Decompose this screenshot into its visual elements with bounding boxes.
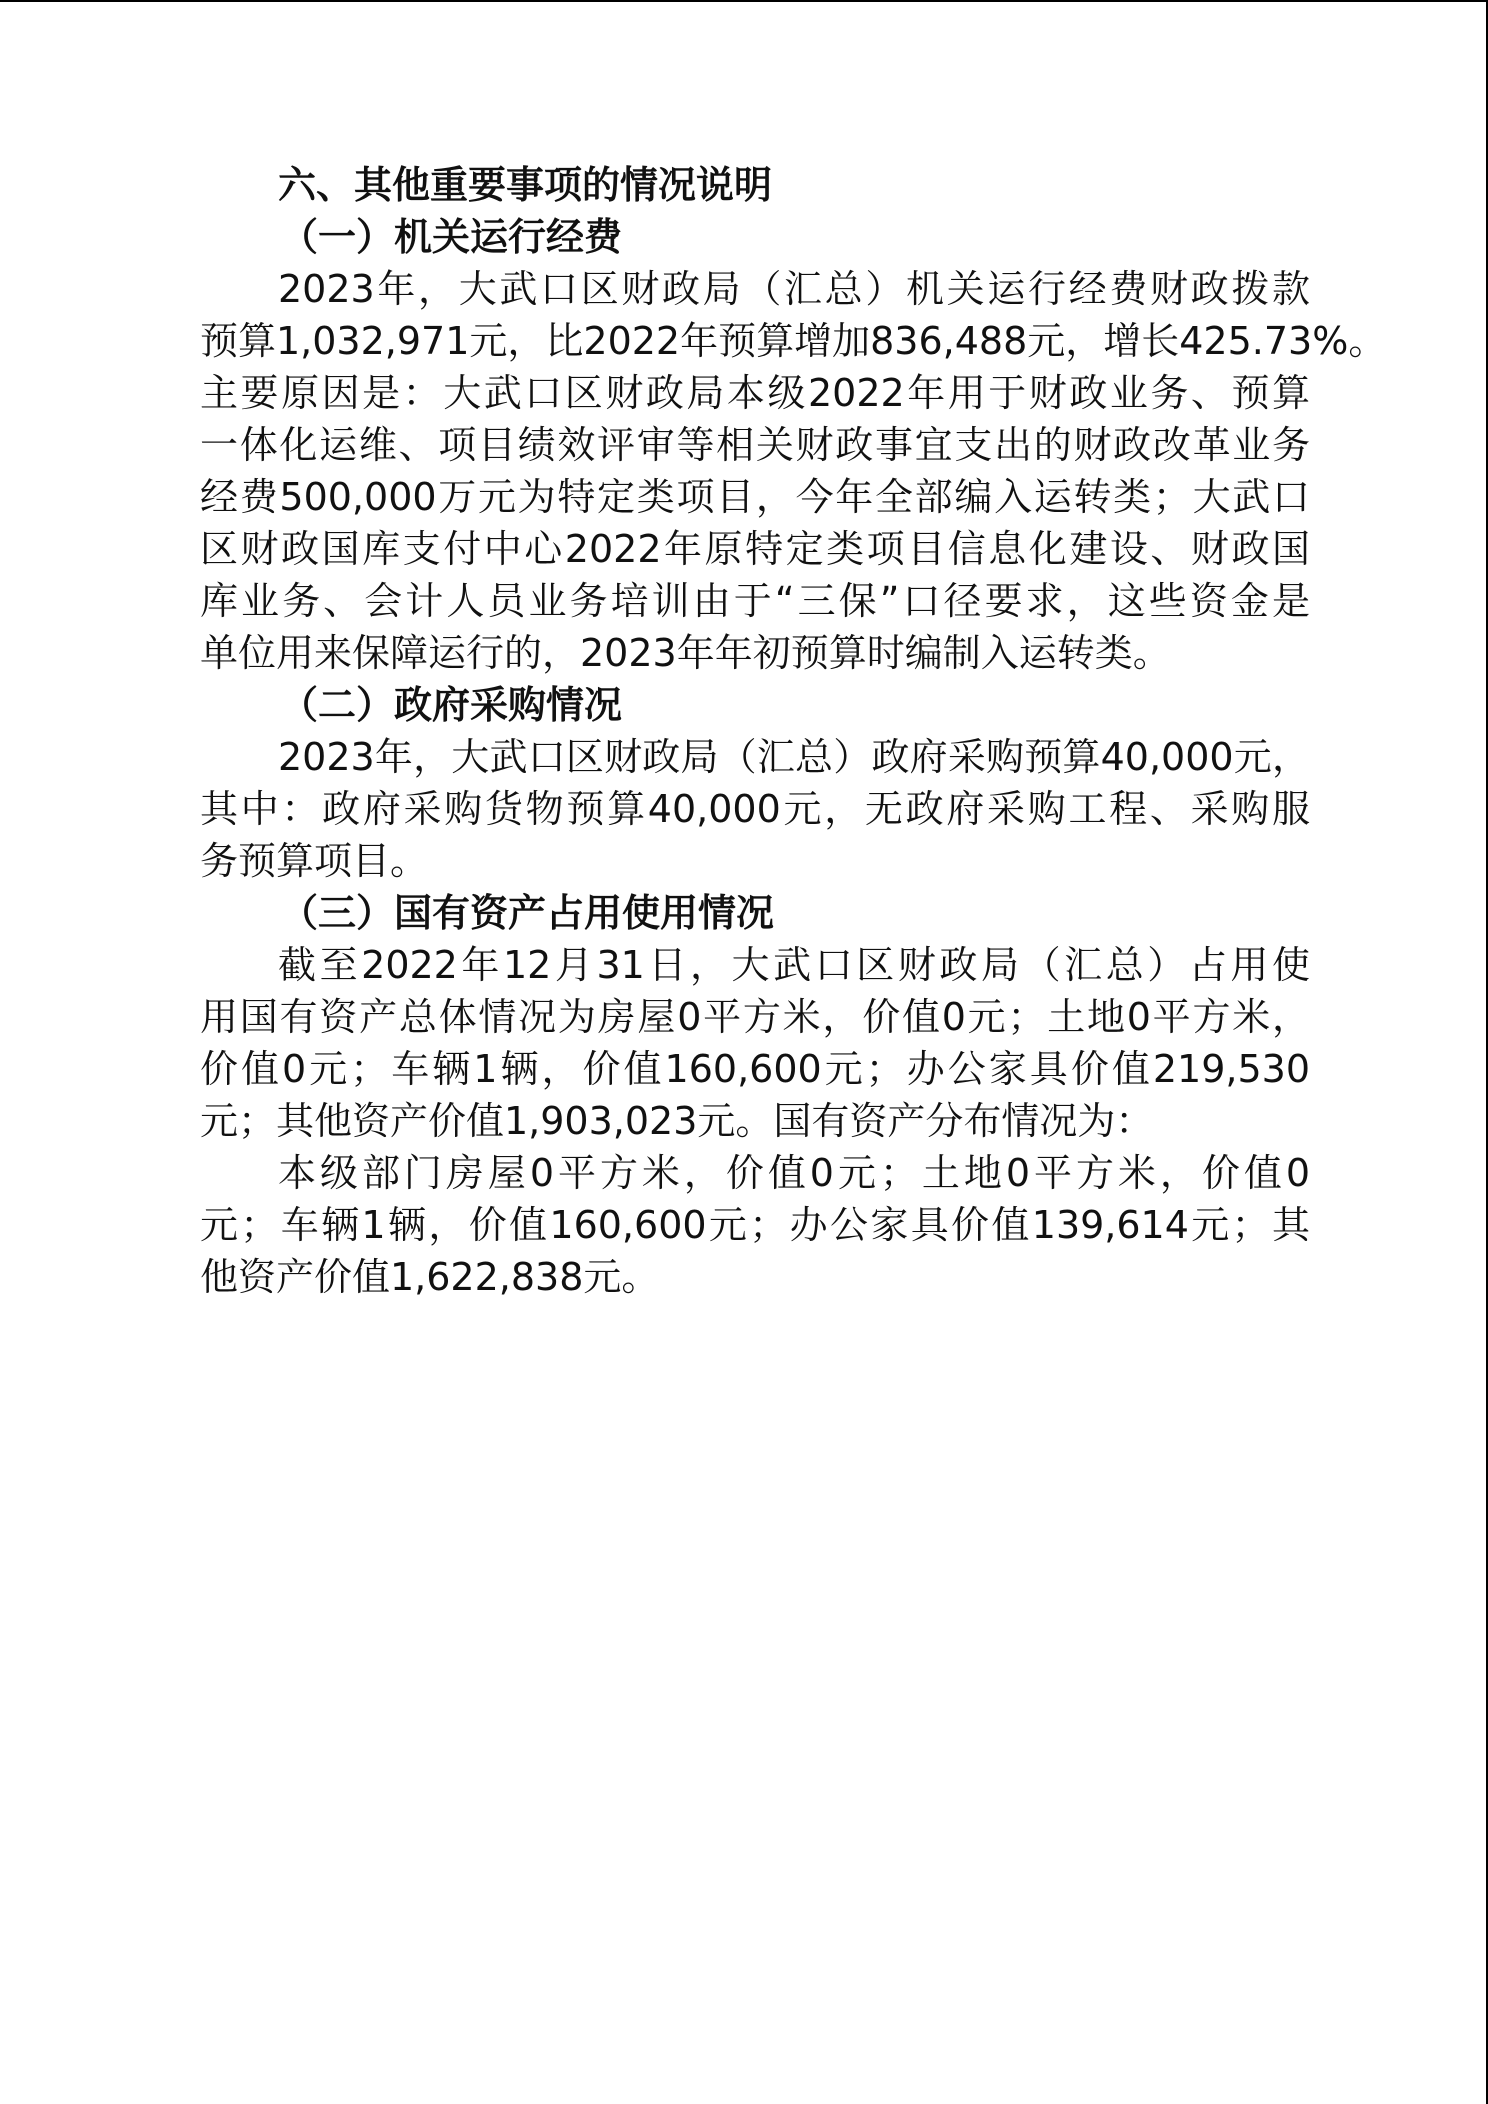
paragraph-line: 元；车辆1辆，价值160,600元；办公家具价值139,614元；其 — [200, 1203, 1310, 1247]
paragraph-line: 区财政国库支付中心2022年原特定类项目信息化建设、财政国 — [200, 527, 1310, 571]
paragraph-line: 经费500,000万元为特定类项目，今年全部编入运转类；大武口 — [200, 475, 1310, 519]
subsection-title-2: （二）政府采购情况 — [280, 683, 623, 727]
subsection-title-3: （三）国有资产占用使用情况 — [280, 891, 775, 935]
paragraph-line: 一体化运维、项目绩效评审等相关财政事宜支出的财政改革业务 — [200, 423, 1310, 467]
paragraph-line: 务预算项目。 — [200, 839, 429, 883]
paragraph-line: 2023年，大武口区财政局（汇总）政府采购预算40,000元， — [278, 735, 1310, 779]
paragraph-line: 价值0元；车辆1辆，价值160,600元；办公家具价值219,530 — [200, 1047, 1310, 1091]
paragraph-line: 他资产价值1,622,838元。 — [200, 1255, 660, 1299]
subsection-title-1: （一）机关运行经费 — [280, 215, 623, 259]
paragraph-line: 截至2022年12月31日，大武口区财政局（汇总）占用使 — [278, 943, 1310, 987]
paragraph-line: 预算1,032,971元，比2022年预算增加836,488元，增长425.73%。 — [200, 319, 1387, 363]
paragraph-line: 本级部门房屋0平方米，价值0元；土地0平方米，价值0 — [278, 1151, 1310, 1195]
paragraph-line: 2023年，大武口区财政局（汇总）机关运行经费财政拨款 — [278, 267, 1310, 311]
section-heading: 六、其他重要事项的情况说明 — [278, 163, 773, 207]
paragraph-line: 元；其他资产价值1,903,023元。国有资产分布情况为： — [200, 1099, 1154, 1143]
paragraph-line: 主要原因是：大武口区财政局本级2022年用于财政业务、预算 — [200, 371, 1310, 415]
paragraph-line: 其中：政府采购货物预算40,000元，无政府采购工程、采购服 — [200, 787, 1310, 831]
paragraph-line: 库业务、会计人员业务培训由于“三保”口径要求，这些资金是 — [200, 579, 1310, 623]
paragraph-line: 用国有资产总体情况为房屋0平方米，价值0元；土地0平方米， — [200, 995, 1310, 1039]
paragraph-line: 单位用来保障运行的，2023年年初预算时编制入运转类。 — [200, 631, 1171, 675]
